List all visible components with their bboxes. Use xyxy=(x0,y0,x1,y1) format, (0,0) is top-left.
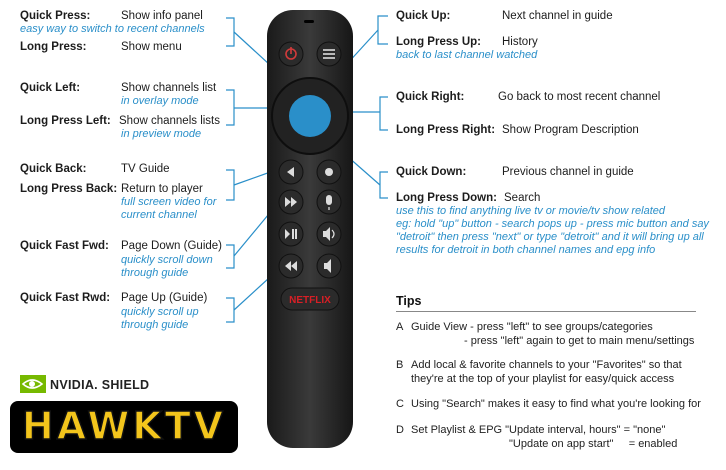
tip-b-line-2: they're at the top of your playlist for easy/quick access xyxy=(411,373,675,385)
quick-press-value: Show info panel xyxy=(121,10,203,22)
tip-d-letter: D xyxy=(396,424,404,436)
tip-a-line-2: - press "left" again to get to main menu/settings xyxy=(464,335,695,347)
long-press-back-key: Long Press Back: xyxy=(20,183,118,195)
netflix-label: NETFLIX xyxy=(289,295,331,306)
tip-b-line-1: Add local & favorite channels to your "Favorites" so that xyxy=(411,359,682,371)
long-press-down-value: Search xyxy=(504,192,541,204)
tip-a-letter: A xyxy=(396,321,404,333)
long-press-up-key: Long Press Up: xyxy=(396,36,481,48)
remote-control xyxy=(263,10,359,450)
long-press-right-key: Long Press Right: xyxy=(396,124,496,136)
long-press-value: Show menu xyxy=(121,41,182,53)
quick-fast-rwd-note-1: quickly scroll up xyxy=(121,306,199,318)
tip-b-letter: B xyxy=(396,359,404,371)
tips-divider xyxy=(396,311,696,312)
long-press-back-value: Return to player xyxy=(121,183,203,195)
quick-left-value: Show channels list xyxy=(121,82,217,94)
quick-fast-rwd-key: Quick Fast Rwd: xyxy=(20,292,111,304)
long-press-down-note-3: "detroit" then press "next" or type "detroit" and it will bring up all xyxy=(396,231,704,243)
hawktv-logo-text: HAWKTV xyxy=(21,404,227,448)
quick-press-note: easy way to switch to recent channels xyxy=(20,23,205,35)
quick-up-key: Quick Up: xyxy=(396,10,451,22)
long-press-left-note: in preview mode xyxy=(121,128,202,140)
quick-right-value: Go back to most recent channel xyxy=(498,91,661,103)
long-press-back-note-2: current channel xyxy=(121,209,197,221)
tip-a-line-1: Guide View - press "left" to see groups/categories xyxy=(411,321,653,333)
play-pause-button xyxy=(279,222,303,246)
quick-fast-rwd-value: Page Up (Guide) xyxy=(121,292,208,304)
quick-left-note: in overlay mode xyxy=(121,95,199,107)
long-press-left-key: Long Press Left: xyxy=(20,115,111,127)
quick-back-value: TV Guide xyxy=(121,163,170,175)
tip-c-letter: C xyxy=(396,398,404,410)
long-press-key: Long Press: xyxy=(20,41,87,53)
quick-fast-fwd-note-2: through guide xyxy=(121,267,189,279)
quick-fast-fwd-key: Quick Fast Fwd: xyxy=(20,240,109,252)
quick-fast-fwd-note-1: quickly scroll down xyxy=(121,254,213,266)
long-press-back-note-1: full screen video for xyxy=(121,196,217,208)
quick-back-key: Quick Back: xyxy=(20,163,87,175)
tip-d-line-2: "Update on app start" = enabled xyxy=(509,438,678,450)
quick-left-key: Quick Left: xyxy=(20,82,81,94)
select-button xyxy=(289,95,331,137)
hawktv-logo xyxy=(10,401,238,453)
quick-up-value: Next channel in guide xyxy=(502,10,613,22)
nvidia-shield-logo: NVIDIA. SHIELD xyxy=(50,378,150,392)
quick-down-key: Quick Down: xyxy=(396,166,467,178)
quick-right-key: Quick Right: xyxy=(396,91,465,103)
tips-title: Tips xyxy=(396,294,422,308)
nvidia-eye-icon xyxy=(20,375,46,393)
quick-down-value: Previous channel in guide xyxy=(502,166,634,178)
long-press-right-value: Show Program Description xyxy=(502,124,639,136)
quick-press-key: Quick Press: xyxy=(20,10,91,22)
long-press-down-key: Long Press Down: xyxy=(396,192,497,204)
home-icon xyxy=(325,168,333,176)
tip-c-line-1: Using "Search" makes it easy to find what you're looking for xyxy=(411,398,701,410)
quick-fast-rwd-note-2: through guide xyxy=(121,319,189,331)
quick-fast-fwd-value: Page Down (Guide) xyxy=(121,240,222,252)
long-press-up-value: History xyxy=(502,36,538,48)
long-press-down-note-1: use this to find anything live tv or movie/tv show related xyxy=(396,205,666,217)
mic-icon xyxy=(326,195,332,205)
long-press-left-value: Show channels lists xyxy=(119,115,220,127)
tip-d-line-1: Set Playlist & EPG "Update interval, hours" = "none" xyxy=(411,424,666,436)
long-press-down-note-4: results for detroit in both channel names and epg info xyxy=(396,244,656,256)
long-press-up-note: back to last channel watched xyxy=(396,49,538,61)
long-press-down-note-2: eg: hold "up" button - search pops up - press mic button and say xyxy=(396,218,709,230)
remote-led xyxy=(304,20,314,23)
